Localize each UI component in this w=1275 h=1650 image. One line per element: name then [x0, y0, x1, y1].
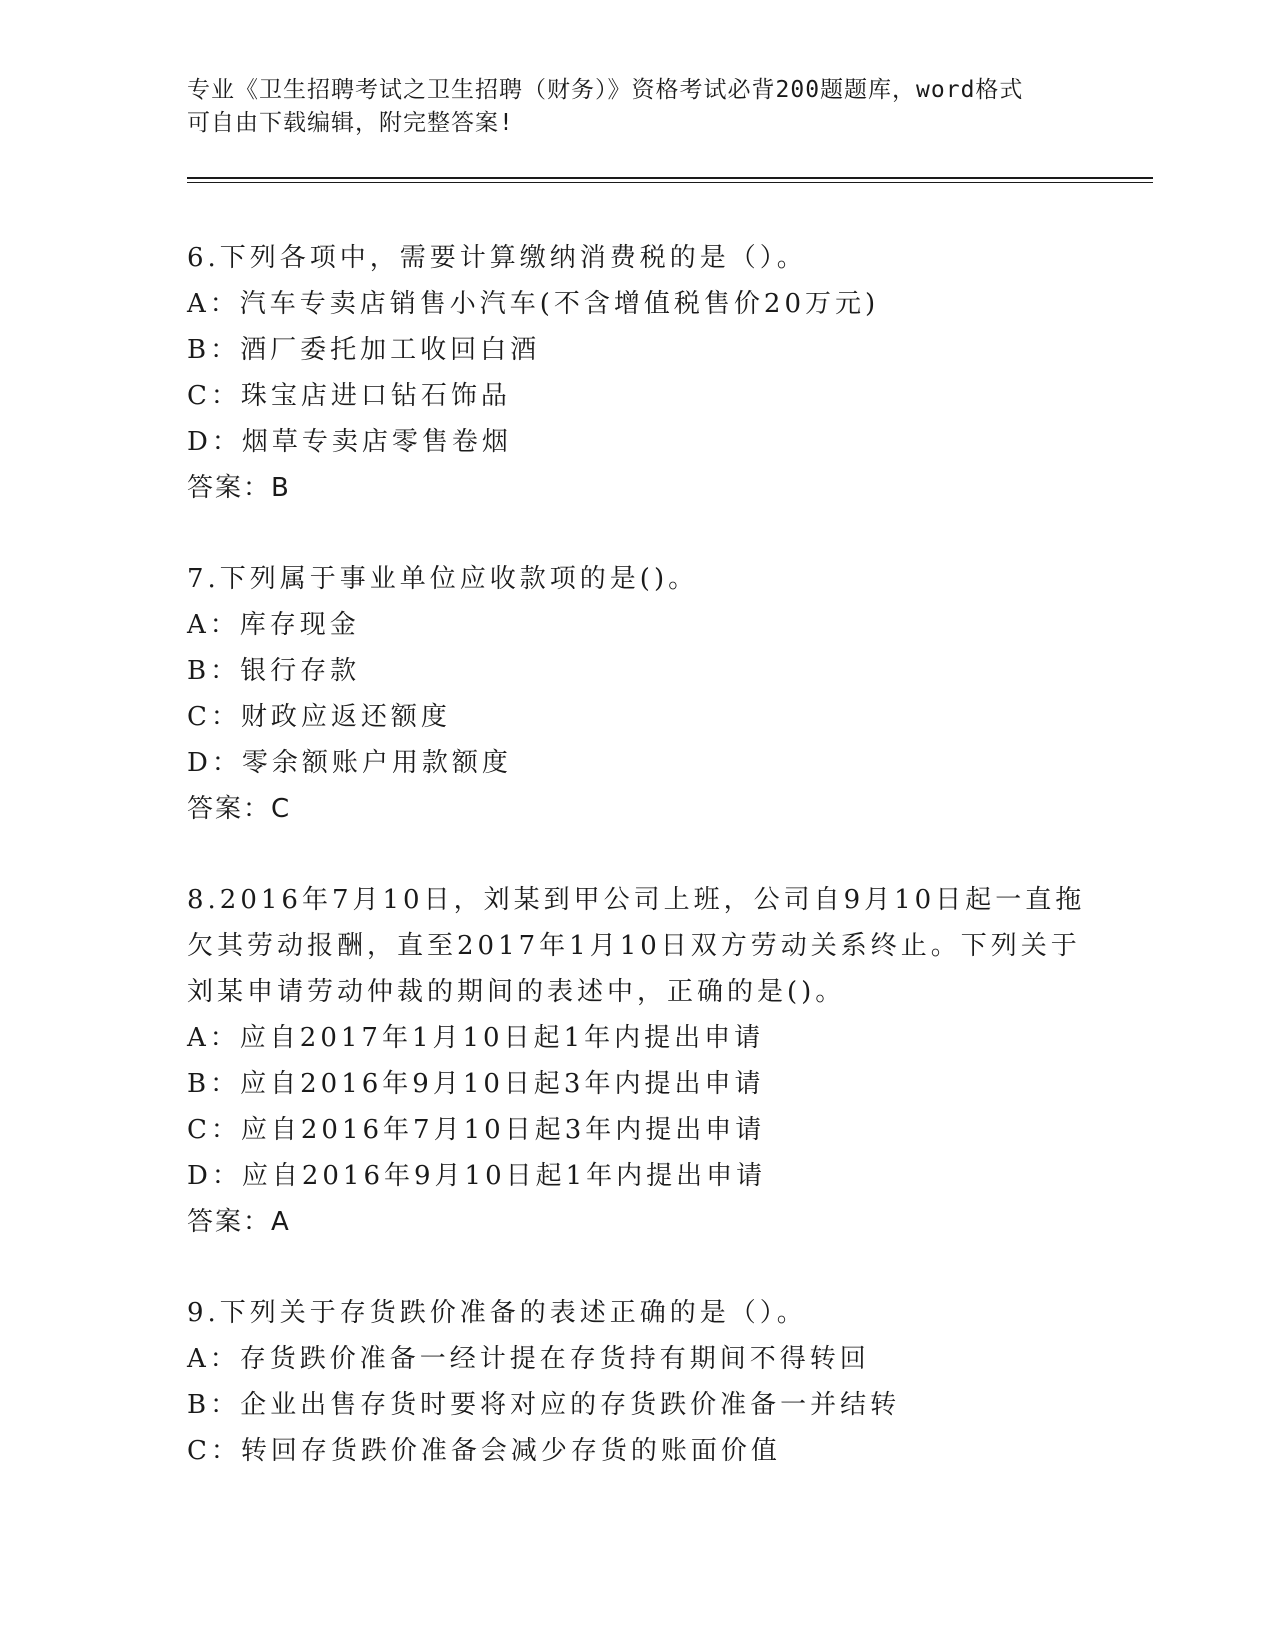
question-7: [187, 556, 1087, 832]
option-b: B：银行存款: [187, 656, 361, 686]
answer-line: 答案：C: [187, 794, 292, 824]
option-a: A：库存现金: [187, 610, 360, 640]
question-stem: 7.下列属于事业单位应收款项的是()。: [187, 564, 699, 594]
option-c: C：转回存货跌价准备会减少存货的账面价值: [187, 1436, 781, 1466]
option-b: B：应自2016年9月10日起3年内提出申请: [187, 1069, 765, 1099]
option-c: C：应自2016年7月10日起3年内提出申请: [187, 1115, 766, 1145]
question-stem-line-1: 8.2016年7月10日，刘某到甲公司上班，公司自9月10日起一直拖: [187, 885, 1086, 915]
option-a: A：存货跌价准备一经计提在存货持有期间不得转回: [187, 1344, 870, 1374]
option-a: A：汽车专卖店销售小汽车(不含增值税售价20万元): [187, 289, 880, 319]
question-9: [187, 1290, 1087, 1474]
header-line-1: 专业《卫生招聘考试之卫生招聘（财务）》资格考试必背200题题库，word格式: [187, 77, 1024, 103]
option-d: D：应自2016年9月10日起1年内提出申请: [187, 1161, 767, 1191]
question-8: [187, 877, 1087, 1245]
answer-line: 答案：B: [187, 473, 291, 503]
header-divider-thin: [187, 182, 1153, 183]
header-line-2: 可自由下载编辑，附完整答案!: [187, 110, 514, 136]
option-b: B：酒厂委托加工收回白酒: [187, 335, 541, 365]
option-d: D：零余额账户用款额度: [187, 748, 512, 778]
header-divider-thick: [187, 177, 1153, 179]
question-stem-line-3: 刘某申请劳动仲裁的期间的表述中，正确的是()。: [187, 977, 846, 1007]
option-b: B：企业出售存货时要将对应的存货跌价准备一并结转: [187, 1390, 901, 1420]
question-stem: 9.下列关于存货跌价准备的表述正确的是（）。: [187, 1298, 807, 1328]
question-stem-line-2: 欠其劳动报酬，直至2017年1月10日双方劳动关系终止。下列关于: [187, 931, 1081, 961]
question-list: [187, 235, 1087, 1474]
option-d: D：烟草专卖店零售卷烟: [187, 427, 512, 457]
question-6: [187, 235, 1087, 511]
option-c: C：财政应返还额度: [187, 702, 451, 732]
document-header: [187, 74, 1087, 140]
option-c: C：珠宝店进口钻石饰品: [187, 381, 511, 411]
question-stem: 6.下列各项中，需要计算缴纳消费税的是（）。: [187, 243, 807, 273]
option-a: A：应自2017年1月10日起1年内提出申请: [187, 1023, 765, 1053]
answer-line: 答案：A: [187, 1207, 291, 1237]
